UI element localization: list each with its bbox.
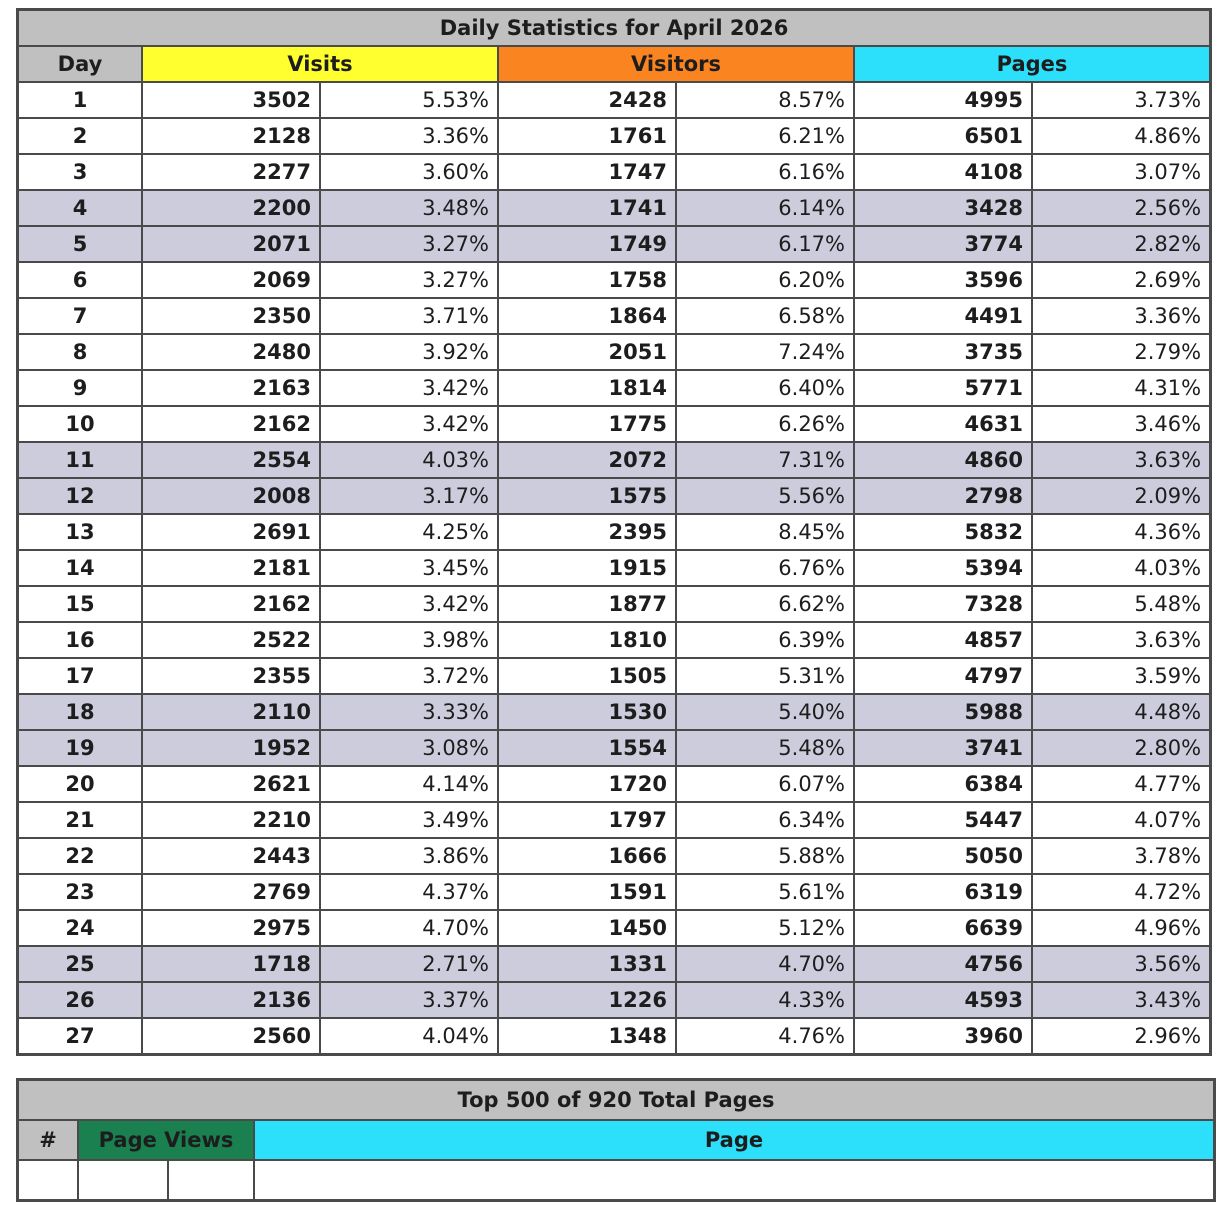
daily-cell-day: 24: [18, 910, 142, 946]
table-row[interactable]: [18, 442, 1210, 478]
daily-cell-day: 2: [18, 118, 142, 154]
daily-cell-day: 1: [18, 82, 142, 118]
daily-cell-visits: 2008: [142, 478, 320, 514]
daily-cell-visits-pct: 3.42%: [320, 586, 498, 622]
daily-cell-pages: 5394: [854, 550, 1032, 586]
daily-cell-day: 3: [18, 154, 142, 190]
daily-cell-visitors-pct: 6.07%: [676, 766, 854, 802]
daily-cell-pages: 4756: [854, 946, 1032, 982]
daily-cell-visitors-pct: 4.33%: [676, 982, 854, 1018]
daily-cell-pages: 4108: [854, 154, 1032, 190]
daily-cell-visits: 2975: [142, 910, 320, 946]
top-pages-cell-views: [78, 1160, 168, 1200]
table-row[interactable]: [18, 982, 1210, 1018]
table-row[interactable]: [18, 622, 1210, 658]
table-row[interactable]: [18, 802, 1210, 838]
daily-cell-visitors-pct: 7.24%: [676, 334, 854, 370]
daily-cell-visits-pct: 2.71%: [320, 946, 498, 982]
daily-cell-pages-pct: 2.80%: [1032, 730, 1210, 766]
daily-cell-pages: 3774: [854, 226, 1032, 262]
table-row[interactable]: [18, 262, 1210, 298]
daily-cell-visitors: 1810: [498, 622, 676, 658]
daily-cell-visits: 2769: [142, 874, 320, 910]
daily-cell-pages: 5447: [854, 802, 1032, 838]
daily-cell-day: 15: [18, 586, 142, 622]
daily-cell-visits: 2162: [142, 406, 320, 442]
daily-cell-pages: 3741: [854, 730, 1032, 766]
daily-cell-visitors-pct: 6.40%: [676, 370, 854, 406]
daily-cell-visits-pct: 3.42%: [320, 370, 498, 406]
daily-cell-pages-pct: 4.86%: [1032, 118, 1210, 154]
daily-cell-visitors: 1575: [498, 478, 676, 514]
table-row[interactable]: [18, 334, 1210, 370]
daily-cell-visitors: 2395: [498, 514, 676, 550]
table-row[interactable]: [18, 226, 1210, 262]
daily-cell-pages: 3735: [854, 334, 1032, 370]
daily-cell-visitors-pct: 6.16%: [676, 154, 854, 190]
daily-cell-pages-pct: 3.78%: [1032, 838, 1210, 874]
daily-cell-visitors-pct: 8.45%: [676, 514, 854, 550]
daily-cell-visits: 2355: [142, 658, 320, 694]
daily-cell-visitors-pct: 6.20%: [676, 262, 854, 298]
daily-cell-pages-pct: 4.07%: [1032, 802, 1210, 838]
daily-cell-visitors: 1864: [498, 298, 676, 334]
daily-cell-visits-pct: 4.14%: [320, 766, 498, 802]
daily-cell-day: 22: [18, 838, 142, 874]
daily-cell-visits-pct: 3.33%: [320, 694, 498, 730]
daily-cell-day: 6: [18, 262, 142, 298]
table-row[interactable]: [18, 874, 1210, 910]
daily-cell-day: 21: [18, 802, 142, 838]
daily-cell-visits: 2181: [142, 550, 320, 586]
daily-cell-visitors-pct: 6.58%: [676, 298, 854, 334]
daily-cell-pages: 5832: [854, 514, 1032, 550]
daily-cell-pages-pct: 4.72%: [1032, 874, 1210, 910]
table-row[interactable]: [18, 694, 1210, 730]
daily-cell-visits: 2071: [142, 226, 320, 262]
daily-cell-visitors: 2072: [498, 442, 676, 478]
daily-cell-visitors-pct: 8.57%: [676, 82, 854, 118]
daily-cell-visitors-pct: 5.61%: [676, 874, 854, 910]
daily-cell-visits-pct: 3.42%: [320, 406, 498, 442]
daily-cell-visitors-pct: 5.12%: [676, 910, 854, 946]
daily-cell-day: 23: [18, 874, 142, 910]
daily-cell-visits: 2621: [142, 766, 320, 802]
daily-cell-pages-pct: 2.56%: [1032, 190, 1210, 226]
daily-cell-visitors: 1877: [498, 586, 676, 622]
daily-cell-visits: 2128: [142, 118, 320, 154]
daily-cell-visitors-pct: 6.39%: [676, 622, 854, 658]
daily-cell-visits: 2443: [142, 838, 320, 874]
table-row[interactable]: [18, 190, 1210, 226]
daily-cell-visitors: 1797: [498, 802, 676, 838]
daily-cell-pages-pct: 3.63%: [1032, 442, 1210, 478]
daily-cell-visits: 2162: [142, 586, 320, 622]
daily-cell-visits-pct: 4.70%: [320, 910, 498, 946]
daily-cell-day: 20: [18, 766, 142, 802]
daily-cell-pages: 4631: [854, 406, 1032, 442]
table-row[interactable]: [18, 118, 1210, 154]
daily-cell-visits-pct: 3.45%: [320, 550, 498, 586]
daily-cell-visitors-pct: 7.31%: [676, 442, 854, 478]
daily-cell-visitors-pct: 5.88%: [676, 838, 854, 874]
daily-table-header-row: [18, 46, 1210, 82]
daily-cell-visitors: 1666: [498, 838, 676, 874]
daily-cell-day: 13: [18, 514, 142, 550]
daily-cell-visitors: 2428: [498, 82, 676, 118]
daily-cell-pages: 5050: [854, 838, 1032, 874]
daily-cell-visitors-pct: 6.17%: [676, 226, 854, 262]
daily-cell-visits-pct: 3.49%: [320, 802, 498, 838]
daily-cell-day: 17: [18, 658, 142, 694]
daily-cell-day: 16: [18, 622, 142, 658]
daily-cell-visitors: 1554: [498, 730, 676, 766]
daily-cell-pages-pct: 2.09%: [1032, 478, 1210, 514]
daily-cell-visits: 2210: [142, 802, 320, 838]
daily-cell-visits-pct: 3.48%: [320, 190, 498, 226]
daily-cell-visitors: 1331: [498, 946, 676, 982]
column-header-page[interactable]: Page: [254, 1120, 1214, 1160]
daily-table-title-row: [18, 10, 1210, 46]
table-row[interactable]: [18, 1160, 1214, 1200]
table-row[interactable]: [18, 154, 1210, 190]
daily-cell-visitors: 1747: [498, 154, 676, 190]
daily-cell-day: 9: [18, 370, 142, 406]
daily-cell-pages-pct: 2.82%: [1032, 226, 1210, 262]
daily-cell-visits-pct: 3.27%: [320, 226, 498, 262]
table-row[interactable]: [18, 1018, 1210, 1054]
daily-cell-visits: 2522: [142, 622, 320, 658]
daily-cell-day: 11: [18, 442, 142, 478]
table-spacer: [16, 1056, 1212, 1078]
daily-cell-visits: 2277: [142, 154, 320, 190]
daily-cell-pages: 3428: [854, 190, 1032, 226]
daily-cell-visitors: 1348: [498, 1018, 676, 1054]
daily-cell-pages: 4995: [854, 82, 1032, 118]
daily-statistics-table: [16, 8, 1212, 1056]
daily-cell-pages-pct: 3.46%: [1032, 406, 1210, 442]
daily-cell-pages-pct: 5.48%: [1032, 586, 1210, 622]
table-row[interactable]: [18, 730, 1210, 766]
top-pages-cell-number: [18, 1160, 78, 1200]
daily-cell-pages: 5771: [854, 370, 1032, 406]
daily-cell-visits: 2136: [142, 982, 320, 1018]
daily-cell-visitors: 1226: [498, 982, 676, 1018]
daily-cell-visitors: 1741: [498, 190, 676, 226]
daily-cell-pages-pct: 3.59%: [1032, 658, 1210, 694]
daily-cell-day: 14: [18, 550, 142, 586]
daily-cell-visitors: 1749: [498, 226, 676, 262]
column-header-page-views[interactable]: Page Views: [78, 1120, 254, 1160]
daily-cell-visitors-pct: 5.56%: [676, 478, 854, 514]
table-row[interactable]: [18, 586, 1210, 622]
daily-cell-visits-pct: 3.98%: [320, 622, 498, 658]
daily-cell-visitors: 1505: [498, 658, 676, 694]
daily-cell-pages-pct: 4.03%: [1032, 550, 1210, 586]
table-row[interactable]: [18, 766, 1210, 802]
daily-cell-visits: 2350: [142, 298, 320, 334]
column-header-pages[interactable]: Pages: [854, 46, 1210, 82]
daily-cell-visits: 2554: [142, 442, 320, 478]
daily-cell-visits-pct: 3.72%: [320, 658, 498, 694]
daily-cell-day: 10: [18, 406, 142, 442]
table-row[interactable]: [18, 478, 1210, 514]
daily-cell-visits: 2691: [142, 514, 320, 550]
daily-cell-visits-pct: 4.04%: [320, 1018, 498, 1054]
top-pages-section: [16, 1078, 1212, 1202]
daily-cell-day: 18: [18, 694, 142, 730]
daily-cell-day: 7: [18, 298, 142, 334]
top-pages-header-row: [18, 1120, 1214, 1160]
top-pages-title: Top 500 of 920 Total Pages: [18, 1080, 1214, 1120]
daily-cell-visitors: 1915: [498, 550, 676, 586]
daily-cell-day: 25: [18, 946, 142, 982]
daily-cell-visits-pct: 5.53%: [320, 82, 498, 118]
daily-cell-visits: 2110: [142, 694, 320, 730]
daily-cell-visits-pct: 3.08%: [320, 730, 498, 766]
daily-cell-day: 8: [18, 334, 142, 370]
table-row[interactable]: [18, 550, 1210, 586]
daily-cell-day: 4: [18, 190, 142, 226]
daily-cell-pages: 4593: [854, 982, 1032, 1018]
daily-cell-visitors-pct: 4.76%: [676, 1018, 854, 1054]
daily-cell-visits-pct: 3.71%: [320, 298, 498, 334]
daily-cell-visitors: 1758: [498, 262, 676, 298]
daily-cell-visits-pct: 3.37%: [320, 982, 498, 1018]
table-row[interactable]: [18, 658, 1210, 694]
table-row[interactable]: [18, 406, 1210, 442]
daily-cell-pages: 7328: [854, 586, 1032, 622]
daily-cell-pages-pct: 3.07%: [1032, 154, 1210, 190]
daily-cell-pages: 3960: [854, 1018, 1032, 1054]
daily-cell-visitors-pct: 6.34%: [676, 802, 854, 838]
daily-cell-visits-pct: 3.92%: [320, 334, 498, 370]
daily-cell-visitors: 1720: [498, 766, 676, 802]
daily-cell-visitors: 1591: [498, 874, 676, 910]
daily-cell-visits-pct: 4.25%: [320, 514, 498, 550]
daily-cell-day: 27: [18, 1018, 142, 1054]
column-header-visitors[interactable]: Visitors: [498, 46, 854, 82]
column-header-day[interactable]: Day: [18, 46, 142, 82]
daily-cell-pages: 6384: [854, 766, 1032, 802]
daily-cell-visits: 3502: [142, 82, 320, 118]
daily-cell-visitors-pct: 5.31%: [676, 658, 854, 694]
daily-cell-visitors-pct: 6.21%: [676, 118, 854, 154]
daily-cell-pages-pct: 3.56%: [1032, 946, 1210, 982]
daily-cell-day: 12: [18, 478, 142, 514]
daily-cell-day: 26: [18, 982, 142, 1018]
daily-cell-visitors-pct: 5.40%: [676, 694, 854, 730]
daily-cell-pages: 2798: [854, 478, 1032, 514]
daily-cell-visits-pct: 4.37%: [320, 874, 498, 910]
daily-cell-visitors: 1450: [498, 910, 676, 946]
daily-cell-pages-pct: 3.43%: [1032, 982, 1210, 1018]
daily-table-body: [18, 82, 1210, 1054]
daily-cell-day: 19: [18, 730, 142, 766]
daily-cell-visits-pct: 4.03%: [320, 442, 498, 478]
daily-cell-pages-pct: 4.36%: [1032, 514, 1210, 550]
daily-cell-pages: 6319: [854, 874, 1032, 910]
daily-cell-pages: 4857: [854, 622, 1032, 658]
daily-cell-visitors: 1530: [498, 694, 676, 730]
table-row[interactable]: [18, 838, 1210, 874]
daily-cell-visits: 1718: [142, 946, 320, 982]
daily-cell-visits: 2069: [142, 262, 320, 298]
daily-cell-visits-pct: 3.86%: [320, 838, 498, 874]
daily-cell-pages-pct: 2.79%: [1032, 334, 1210, 370]
daily-cell-pages: 4491: [854, 298, 1032, 334]
table-row[interactable]: [18, 82, 1210, 118]
daily-cell-visits: 2163: [142, 370, 320, 406]
top-pages-body: [18, 1160, 1214, 1200]
daily-cell-visitors-pct: 6.26%: [676, 406, 854, 442]
daily-cell-visits-pct: 3.60%: [320, 154, 498, 190]
daily-cell-pages: 3596: [854, 262, 1032, 298]
top-pages-cell-page: [254, 1160, 1214, 1200]
daily-cell-pages: 6639: [854, 910, 1032, 946]
daily-cell-visitors: 1761: [498, 118, 676, 154]
top-pages-title-row: [18, 1080, 1214, 1120]
table-row[interactable]: [18, 370, 1210, 406]
daily-cell-pages: 4797: [854, 658, 1032, 694]
daily-cell-visitors-pct: 4.70%: [676, 946, 854, 982]
daily-cell-visits: 2200: [142, 190, 320, 226]
daily-cell-pages-pct: 4.48%: [1032, 694, 1210, 730]
daily-cell-pages-pct: 4.31%: [1032, 370, 1210, 406]
top-pages-cell-views-pct: [168, 1160, 254, 1200]
daily-cell-pages-pct: 3.36%: [1032, 298, 1210, 334]
daily-cell-day: 5: [18, 226, 142, 262]
daily-cell-visits-pct: 3.17%: [320, 478, 498, 514]
daily-cell-visits: 2480: [142, 334, 320, 370]
table-row[interactable]: [18, 514, 1210, 550]
daily-cell-visitors: 1775: [498, 406, 676, 442]
daily-cell-visitors: 2051: [498, 334, 676, 370]
top-pages-table: [16, 1078, 1216, 1202]
daily-cell-pages-pct: 2.69%: [1032, 262, 1210, 298]
daily-cell-pages: 6501: [854, 118, 1032, 154]
daily-table-title: Daily Statistics for April 2026: [18, 10, 1210, 46]
daily-cell-visitors-pct: 6.14%: [676, 190, 854, 226]
daily-cell-pages-pct: 4.96%: [1032, 910, 1210, 946]
daily-cell-visitors-pct: 6.76%: [676, 550, 854, 586]
table-row[interactable]: [18, 910, 1210, 946]
daily-cell-visitors-pct: 6.62%: [676, 586, 854, 622]
daily-cell-pages-pct: 3.73%: [1032, 82, 1210, 118]
table-row[interactable]: [18, 298, 1210, 334]
daily-cell-visitors-pct: 5.48%: [676, 730, 854, 766]
daily-cell-pages: 5988: [854, 694, 1032, 730]
daily-cell-pages: 4860: [854, 442, 1032, 478]
table-row[interactable]: [18, 946, 1210, 982]
column-header-visits[interactable]: Visits: [142, 46, 498, 82]
daily-cell-visits: 2560: [142, 1018, 320, 1054]
daily-cell-visits-pct: 3.27%: [320, 262, 498, 298]
daily-cell-visits-pct: 3.36%: [320, 118, 498, 154]
column-header-number[interactable]: #: [18, 1120, 78, 1160]
daily-cell-pages-pct: 3.63%: [1032, 622, 1210, 658]
daily-cell-pages-pct: 2.96%: [1032, 1018, 1210, 1054]
daily-cell-visits: 1952: [142, 730, 320, 766]
daily-cell-visitors: 1814: [498, 370, 676, 406]
daily-cell-pages-pct: 4.77%: [1032, 766, 1210, 802]
